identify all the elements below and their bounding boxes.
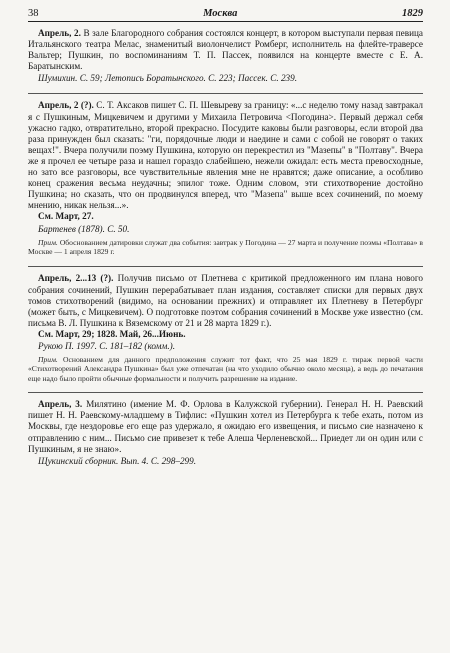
entry-text [28, 28, 423, 72]
chronicle-entry [28, 399, 423, 467]
chronicle-entry [28, 273, 423, 383]
chronicle-entry [28, 100, 423, 256]
entry-source: Бартенев (1878). С. 50. [38, 223, 130, 234]
entry-date: Апрель, 3. [38, 399, 83, 410]
note-body: Обоснованием датировки служат два события: завтрак у Погодина — 27 марта и получение поэмы «Полтава» в Москве — 1 апреля 1829 г. [28, 237, 423, 256]
entry-date: Апрель, 2. [38, 28, 81, 38]
entry-date: Апрель, 2 (?). [38, 100, 94, 111]
entry-source: Шумихин. С. 59; Летопись Боратынского. С. 223; Пассек. С. 239. [38, 73, 298, 84]
entry-source: Щукинский сборник. Вып. 4. С. 298–299. [38, 455, 197, 466]
entry-note [28, 355, 423, 383]
running-year: 1829 [401, 8, 423, 19]
entry-text [28, 399, 423, 454]
entry-source: Рукою П. 1997. С. 181–182 (комм.). [38, 340, 176, 351]
entry-text [28, 100, 423, 211]
note-label: Прим. [38, 355, 58, 365]
entry-date: Апрель, 2...13 (?). [38, 273, 114, 284]
entry-body: Получив письмо от Плетнева с критикой предложенного им плана нового собрания сочинений, Пушкин перерабатывает план издания, составляет списки для первых двух томов стихотворений (видимо, на основании прежних) и отправляет их Плетневу в Петербург (может быть, с Мицкевичем). О подготовке поэтом собрания сочинений в Москве уже известно (см. письма В. Л. Пушкина к Вяземскому от 21 и 28 марта 1829 г.). [28, 273, 423, 328]
note-body: Основанием для данного предположения служит тот факт, что 25 мая 1829 г. тираж первой части «Стихотворений Александра Пушкина» был уже отпечатан (на что уходило обычно около месяца), а ведь до печатания еще надо было пройти обычные формальности и получить разрешение на издание. [28, 355, 423, 383]
entry-divider [28, 93, 423, 94]
entry-cross-reference: См. Март, 27. [38, 211, 94, 222]
chronicle-entry [28, 28, 423, 84]
running-title: Москва [203, 8, 238, 19]
entry-body: В зале Благородного собрания состоялся концерт, в котором выступали первая певица Итальянского театра Мелас, знаменитый виолончелист Ромберг, исполнитель на флейте-траверсе Вальтер; Пушкин, по воспоминаниям Т. П. Пассек, появился на концерте вместе с Е. А. Баратынским. [28, 28, 423, 72]
entry-note [28, 238, 423, 257]
entry-text [28, 273, 423, 328]
note-label: Прим. [38, 237, 58, 247]
running-header [28, 8, 423, 22]
entry-cross-reference: См. Март, 29; 1828. Май, 26...Июнь. [38, 328, 186, 339]
entry-divider [28, 392, 423, 393]
entry-body: С. Т. Аксаков пишет С. П. Шевыреву за границу: «...с неделю тому назад завтракал я с Пушкиным, Мицкевичем и другими у Михаила Петровича <Погодина>. Первый держал себя ужасно гадко, отвратительно, второй прекрасно. Посудите каковы были разговоры, если второй два раза принужден был сказать: "ги, порядочные люди и наедине и сами с собой не говорят о таких вещах!". Вчера получили поэму Пушкина, которую он перекрестил из "Мазепы" в "Полтаву". Вчера же я прочел ее четыре раза и нашел гораздо слабейшею, нежели ожидал: есть места превосходные, но зато все разговоры, все чувствительные явления мне не нравятся; даже описание, а особливо конец сражения весьма неудачны; эпилог тоже. Одним словом, эти стихотворение достойно Пушкина; но сказать, что он продвинулся вперед, что "Мазепа" выше всех сочинений, по моему мнению, никак нельзя...». [28, 100, 423, 211]
book-page [28, 8, 423, 467]
page-number: 38 [28, 8, 39, 19]
entry-divider [28, 266, 423, 267]
entry-body: Милятино (имение М. Ф. Орлова в Калужской губернии). Генерал Н. Н. Раевский пишет Н. Н. Раевскому-младшему в Тифлис: «Пушкин хотел из Петербурга к тебе ехать, потом из Москвы, где нездоровье его еще раз удержало, я ожидаю его извещения, и письмо сие назначено к отправлению с ним... Письмо сие привезет к тебе Алеша Черленевской... Приедет ли он один или с Пушкиным, я не знаю». [28, 399, 423, 454]
